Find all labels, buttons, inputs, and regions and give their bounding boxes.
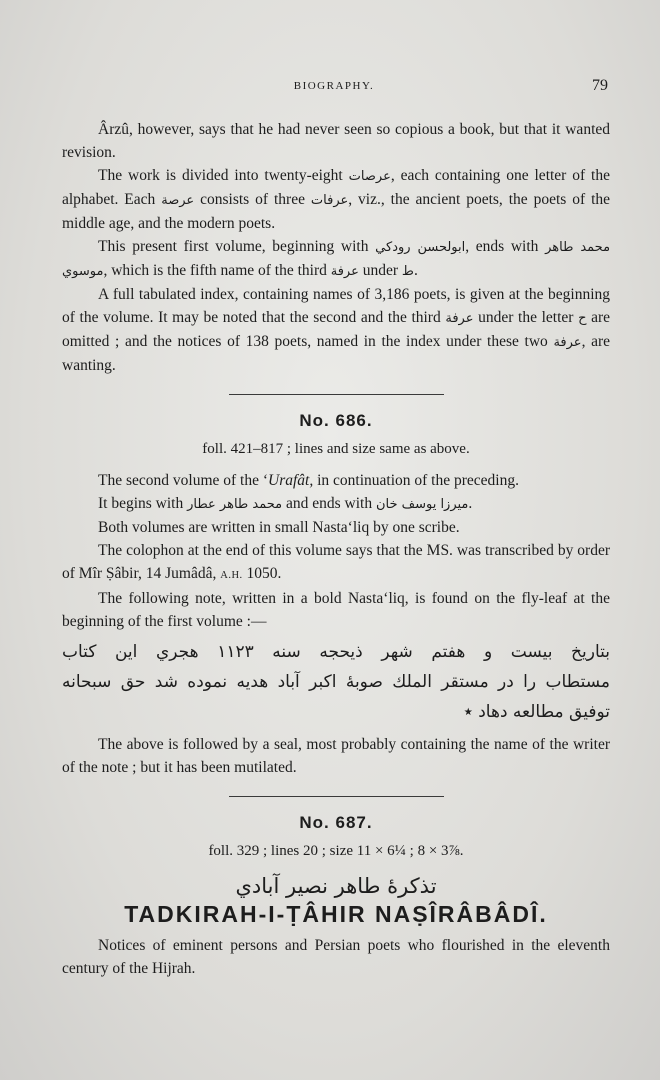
text-span: , each containing one letter of the alphabet. Each xyxy=(62,167,610,208)
arabic-name: ميرزا يوسف خان xyxy=(375,497,469,512)
section-divider xyxy=(229,796,444,797)
text-span: under xyxy=(362,262,399,279)
arabic-term: عرصة xyxy=(161,193,195,208)
paragraph-flyleaf-note: The following note, written in a bold Nasta‘liq, is found on the fly-leaf at the beginning of the first volume :— xyxy=(62,590,610,630)
arabic-term: عرصات xyxy=(348,169,391,184)
page-body xyxy=(62,118,610,980)
text-span: , viz., the ancient poets, the poets of the middle age, and the modern poets. xyxy=(62,191,611,232)
folio-description: foll. 421–817 ; lines and size same as above. xyxy=(202,441,470,457)
persian-note-line: مستطاب را در مستقر الملك صوبهٔ اكبر آباد هديه نموده شد حق سبحانه xyxy=(62,672,610,692)
era-abbreviation: A.H. xyxy=(220,570,243,581)
text-span: under the letter xyxy=(478,309,574,326)
paragraph-notices: Notices of eminent persons and Persian poets who flourished in the eleventh century of the Hijrah. xyxy=(62,937,610,977)
text-span: . xyxy=(468,495,473,512)
paragraph-divisions xyxy=(62,164,610,235)
text-span: in continuation of the preceding. xyxy=(313,472,519,489)
paragraph-arzu: Ârzû, however, says that he had never seen so copious a book, but that it wanted revision. xyxy=(62,121,610,161)
arabic-letter: ط xyxy=(401,264,414,279)
text-span: The colophon at the end of this volume says that the MS. was transcribed by order of Mîr Ṣâbir, 14 Jumâdâ, xyxy=(62,542,610,582)
paragraph-second-volume xyxy=(62,469,610,492)
persian-work-title: تذكرهٔ طاهر نصير آبادي xyxy=(235,874,437,898)
text-span: are omitted ; and the notices of 138 poets, named in the index under these two xyxy=(62,309,611,350)
text-span: , are wanting. xyxy=(62,333,611,374)
running-title: BIOGRAPHY. xyxy=(293,80,375,92)
text-span: , which is the fifth name of the third xyxy=(103,262,327,279)
text-span: 1050. xyxy=(246,565,282,582)
text-span: The second volume of the ‘ xyxy=(98,472,269,489)
entry-heading-687: No. 687. xyxy=(299,813,373,832)
paragraph-first-volume xyxy=(62,235,610,283)
text-span: The work is divided into twenty-eight xyxy=(98,167,343,184)
paragraph-begins xyxy=(62,492,610,516)
text-span: This present first volume, beginning with xyxy=(98,238,369,255)
running-head xyxy=(60,77,608,100)
entry-heading-686: No. 686. xyxy=(299,411,373,430)
section-divider xyxy=(229,394,444,395)
arabic-term: عرفة xyxy=(553,335,582,350)
arabic-term: عرفة xyxy=(330,264,359,279)
text-span: , ends with xyxy=(465,238,539,255)
paragraph-colophon xyxy=(62,539,610,587)
persian-note-line: توفيق مطالعه دهاد ٭ xyxy=(463,702,610,722)
persian-note-line: بتاريخ بيست و هفتم شهر ذيحجه سنه ۱۱۲۳ هجري اين كتاب xyxy=(62,642,611,662)
arabic-name: ابولحسن رودکي xyxy=(375,240,466,255)
text-span: consists of three xyxy=(200,191,305,208)
persian-note xyxy=(62,637,610,727)
text-span: and ends with xyxy=(285,495,373,512)
arabic-letter: ح xyxy=(578,311,587,326)
text-span: A full tabulated index, containing names of 3,186 poets, is given at the beginning of the volume. It may be noted that the second and the third xyxy=(62,286,610,326)
arabic-term: عرفات xyxy=(310,193,349,208)
paragraph-seal: The above is followed by a seal, most probably containing the name of the writer of the note ; but it has been mutilated. xyxy=(62,736,610,776)
page-number: 79 xyxy=(592,77,608,94)
work-title-transliterated: TADKIRAH-I-ṬÂHIR NAṢÎRÂBÂDÎ. xyxy=(124,901,548,927)
paragraph-scribe: Both volumes are written in small Nasta‘liq by one scribe. xyxy=(98,519,460,536)
text-span: It begins with xyxy=(98,495,184,512)
work-title: Urafât, xyxy=(268,472,314,489)
arabic-name: محمد طاهر موسوي xyxy=(62,240,611,279)
arabic-name: محمد طاهر عطار xyxy=(187,497,283,512)
arabic-term: عرفة xyxy=(445,311,474,326)
paragraph-index xyxy=(62,283,610,377)
folio-description: foll. 329 ; lines 20 ; size 11 × 6¼ ; 8 × 3⅞. xyxy=(208,843,464,859)
text-span: . xyxy=(413,262,418,279)
